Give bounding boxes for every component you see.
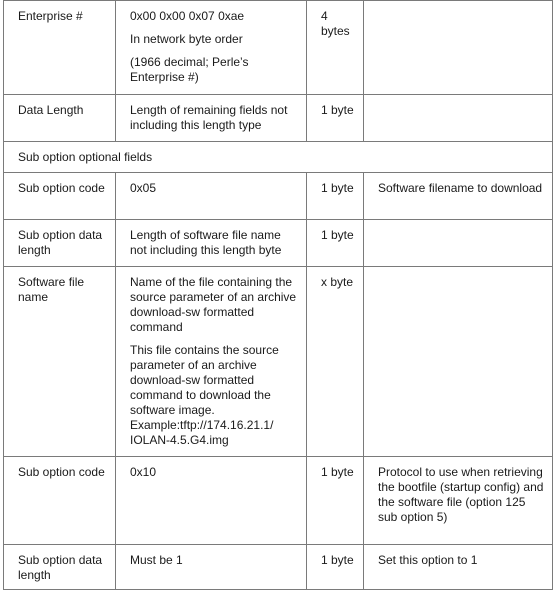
field-notes: Set this option to 1 [378, 553, 478, 567]
field-name-cell [4, 173, 116, 220]
notes-cell [364, 95, 553, 142]
field-name: Sub option code [18, 465, 105, 479]
field-name: Sub option data length [18, 228, 103, 257]
description-text: Name of the file containing the source parameter of an archive download-sw formatted command [130, 275, 297, 334]
table-row [4, 95, 553, 142]
description-text: In network byte order [130, 32, 243, 46]
description-text: 0x10 [130, 465, 157, 479]
field-name-cell [4, 545, 116, 590]
description-text: Length of remaining fields not including this length type [130, 103, 288, 132]
field-size: 1 byte [321, 228, 354, 242]
table-row [4, 545, 553, 590]
table-row [4, 142, 553, 173]
table-row [4, 173, 553, 220]
description-text: Length of software file name not including this length byte [130, 228, 282, 257]
section-header: Sub option optional fields [18, 150, 153, 164]
field-name-cell [4, 1, 116, 95]
field-size: 4 bytes [321, 9, 350, 38]
size-cell [307, 173, 364, 220]
field-name: Sub option data length [18, 553, 103, 582]
field-name: Enterprise # [18, 9, 83, 23]
description-cell [116, 457, 307, 545]
field-size: 1 byte [321, 181, 354, 195]
notes-cell [364, 220, 553, 267]
field-name: Data Length [18, 103, 84, 117]
description-text: 0x05 [130, 181, 157, 195]
field-name-cell [4, 267, 116, 457]
table-row [4, 267, 553, 457]
table-row [4, 457, 553, 545]
notes-cell [364, 173, 553, 220]
notes-cell [364, 1, 553, 95]
field-name: Sub option code [18, 181, 105, 195]
description-text: Must be 1 [130, 553, 183, 567]
description-cell [116, 545, 307, 590]
description-text: This file contains the source parameter of an archive download-sw formatted command to download the software image. Example:tftp://174.16.21.1/ IOLAN-4.5.G4.img [130, 343, 279, 447]
section-header-cell [4, 142, 553, 173]
size-cell [307, 95, 364, 142]
size-cell [307, 267, 364, 457]
notes-cell [364, 545, 553, 590]
size-cell [307, 220, 364, 267]
field-size: 1 byte [321, 103, 354, 117]
description-cell [116, 1, 307, 95]
description-cell [116, 267, 307, 457]
description-cell [116, 173, 307, 220]
description-cell [116, 95, 307, 142]
field-name-cell [4, 220, 116, 267]
size-cell [307, 457, 364, 545]
description-text: (1966 decimal; Perle’s Enterprise #) [130, 55, 249, 84]
field-name-cell [4, 457, 116, 545]
field-notes: Software filename to download [378, 181, 543, 195]
option-fields-table [3, 0, 553, 590]
table-row [4, 220, 553, 267]
field-notes: Protocol to use when retrieving the bootfile (startup config) and the software file (option 125 sub option 5) [378, 465, 544, 524]
description-cell [116, 220, 307, 267]
field-name-cell [4, 95, 116, 142]
description-text: 0x00 0x00 0x07 0xae [130, 9, 245, 23]
table-row [4, 1, 553, 95]
field-size: 1 byte [321, 553, 354, 567]
field-size: 1 byte [321, 465, 354, 479]
notes-cell [364, 457, 553, 545]
size-cell [307, 1, 364, 95]
notes-cell [364, 267, 553, 457]
size-cell [307, 545, 364, 590]
field-size: x byte [321, 275, 354, 289]
field-name: Software file name [18, 275, 85, 304]
